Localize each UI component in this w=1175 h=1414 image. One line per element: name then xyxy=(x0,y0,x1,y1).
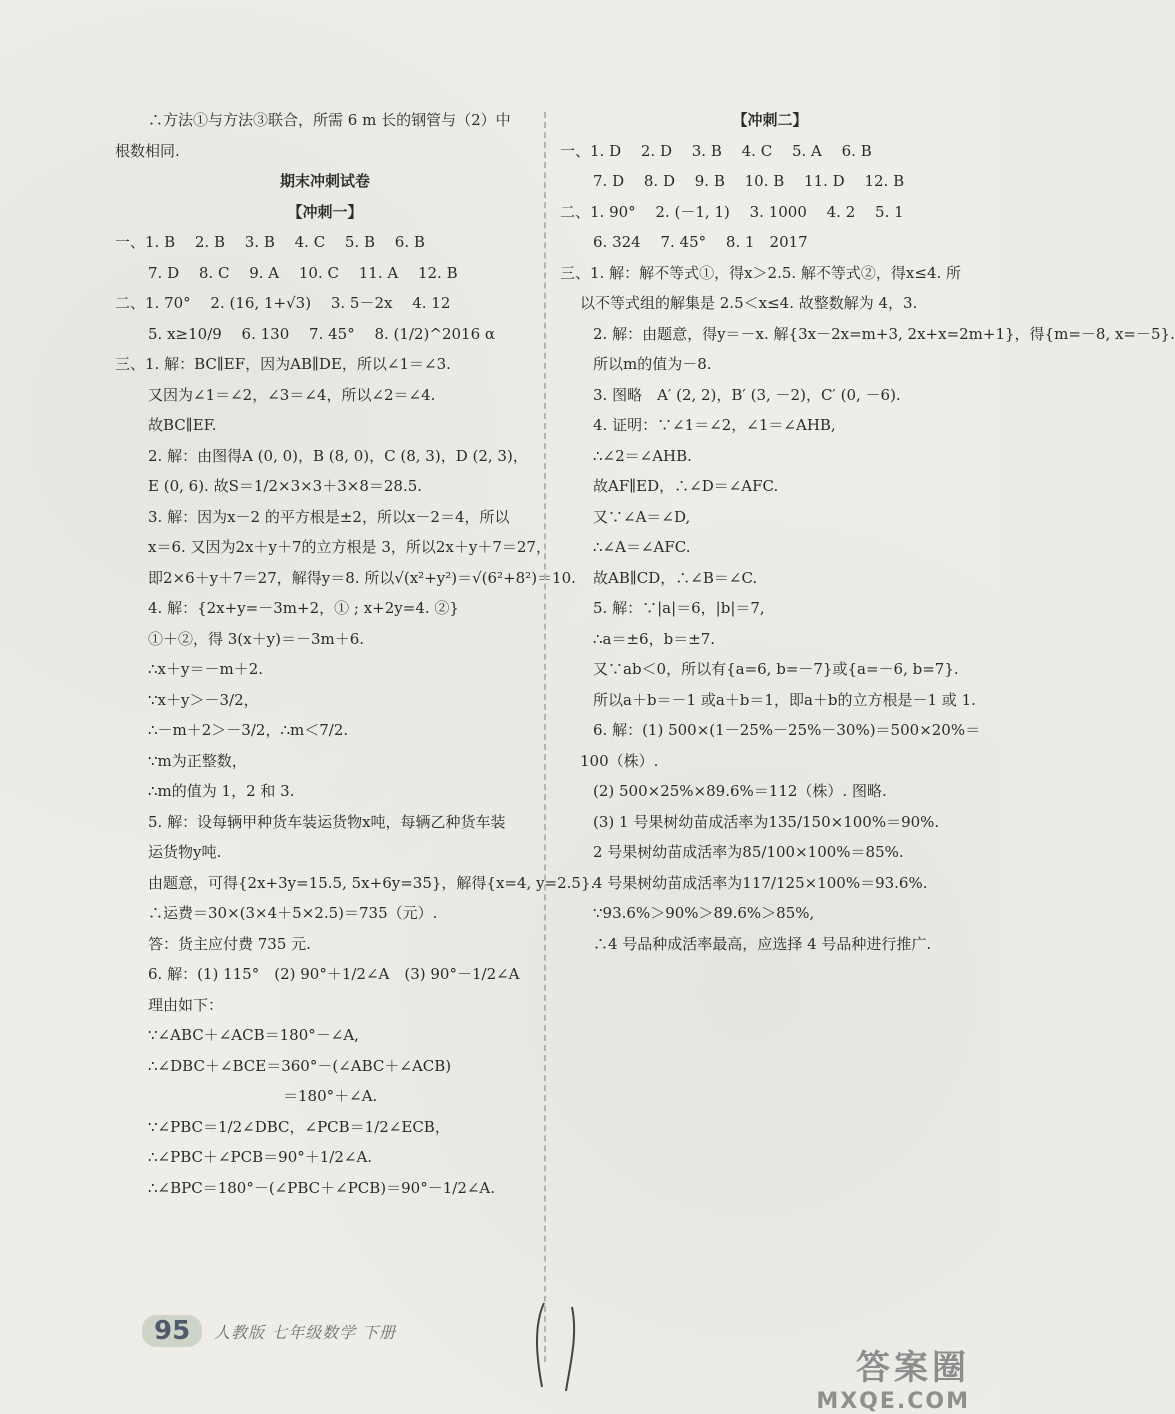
book-info: 人教版 七年级数学 下册 xyxy=(214,1323,397,1342)
solution-line: ∴运费＝30×(3×4＋5×2.5)＝735（元）. xyxy=(148,904,438,922)
page-number: 95 xyxy=(142,1315,202,1347)
section-title: 期末冲刺试卷 xyxy=(279,172,370,190)
sub-section-title: 【冲刺二】 xyxy=(732,111,808,129)
solution-line: 答：货主应付费 735 元. xyxy=(148,934,311,953)
solution-line: 所以a＋b＝－1 或a＋b＝1，即a＋b的立方根是－1 或 1. xyxy=(593,690,976,709)
left-column xyxy=(115,105,596,1203)
solution-line: 4 号果树幼苗成活率为117/125×100%＝93.6%. xyxy=(593,873,928,892)
solution-line: ∴－m＋2＞－3/2，∴m＜7/2. xyxy=(148,721,349,739)
answer-line: 二、1. 90° 2. (－1, 1) 3. 1000 4. 2 5. 1 xyxy=(560,202,904,221)
watermark xyxy=(816,1340,970,1414)
watermark-logo: 答案圈 xyxy=(856,1348,970,1388)
column-divider xyxy=(544,112,546,1362)
solution-line: 又∵ab＜0，所以有{a=6, b=－7}或{a=－6, b=7}. xyxy=(593,660,959,678)
solution-line: ＝180°＋∠A. xyxy=(283,1087,378,1105)
solution-line: 理由如下： xyxy=(148,995,224,1014)
solution-line: E (0, 6). 故S＝1/2×3×3＋3×8＝28.5. xyxy=(148,477,423,495)
solution-line: 即2×6＋y＋7＝27，解得y＝8. 所以√(x²+y²)＝√(6²+8²)＝10. xyxy=(148,568,576,587)
sub-section-title: 【冲刺一】 xyxy=(287,202,363,221)
solution-line: 6. 解：(1) 500×(1－25%－25%－30%)＝500×20%＝ xyxy=(593,721,981,739)
solution-line: ∵93.6%＞90%＞89.6%＞85%, xyxy=(593,904,815,922)
solution-line: 所以m的值为－8. xyxy=(593,355,712,373)
solution-line: 故AB∥CD，∴∠B＝∠C. xyxy=(593,568,758,587)
solution-line: 2 号果树幼苗成活率为85/100×100%＝85%. xyxy=(593,843,904,861)
solution-line: ∴4 号品种成活率最高，应选择 4 号品种进行推广. xyxy=(593,934,932,953)
right-column xyxy=(560,105,1175,959)
solution-line: 三、1. 解：BC∥EF，因为AB∥DE，所以∠1＝∠3. xyxy=(115,355,451,373)
solution-line: ∴∠BPC＝180°－(∠PBC＋∠PCB)＝90°－1/2∠A. xyxy=(148,1178,496,1197)
solution-line: ∴a＝±6，b＝±7. xyxy=(593,629,716,648)
solution-line: ∴x＋y＝－m＋2. xyxy=(148,660,264,678)
solution-line: ∵∠ABC＋∠ACB＝180°－∠A, xyxy=(148,1026,359,1044)
text-line: 根数相同. xyxy=(115,141,180,160)
solution-line: 5. 解：∵|a|＝6，|b|＝7, xyxy=(593,599,765,617)
solution-line: 3. 解：因为x－2 的平方根是±2，所以x－2＝4，所以 xyxy=(148,507,510,526)
answer-line: 7. D 8. D 9. B 10. B 11. D 12. B xyxy=(593,172,905,190)
solution-line: ∴∠PBC＋∠PCB＝90°＋1/2∠A. xyxy=(148,1148,373,1166)
solution-line: 由题意，可得{2x+3y=15.5, 5x+6y=35}，解得{x=4, y=2.5}. xyxy=(148,873,596,892)
answer-line: 7. D 8. C 9. A 10. C 11. A 12. B xyxy=(148,263,458,282)
solution-line: 2. 解：由题意，得y＝－x. 解{3x－2x=m+3, 2x+x=2m+1}，得{m=－8, x=－5}. xyxy=(593,324,1175,343)
solution-line: 故BC∥EF. xyxy=(148,416,217,434)
solution-line: 又∵∠A＝∠D, xyxy=(593,507,691,526)
solution-line: ①＋②，得 3(x＋y)＝－3m＋6. xyxy=(148,629,365,648)
pen-scribble xyxy=(530,1295,590,1395)
solution-line: 4. 证明：∵∠1＝∠2，∠1＝∠AHB, xyxy=(593,416,836,434)
solution-line: (2) 500×25%×89.6%＝112（株）. 图略. xyxy=(593,782,887,800)
solution-line: ∵m为正整数， xyxy=(148,751,247,770)
solution-line: ∵∠PBC＝1/2∠DBC，∠PCB＝1/2∠ECB， xyxy=(148,1117,450,1136)
solution-line: ∴∠DBC＋∠BCE＝360°－(∠ABC＋∠ACB) xyxy=(148,1056,452,1075)
text-line: ∴方法①与方法③联合，所需 6 m 长的钢管与（2）中 xyxy=(148,111,511,129)
solution-line: 运货物y吨. xyxy=(148,843,222,861)
solution-line: 2. 解：由图得A (0, 0)，B (8, 0)，C (8, 3)，D (2, 3)， xyxy=(148,446,528,465)
solution-line: 以不等式组的解集是 2.5＜x≤4. 故整数解为 4，3. xyxy=(580,294,918,312)
answer-line: 一、1. D 2. D 3. B 4. C 5. A 6. B xyxy=(560,141,872,160)
solution-line: (3) 1 号果树幼苗成活率为135/150×100%＝90%. xyxy=(593,812,940,831)
solution-line: 故AF∥ED，∴∠D＝∠AFC. xyxy=(593,477,779,495)
solution-line: x＝6. 又因为2x＋y＋7的立方根是 3，所以2x＋y＋7＝27， xyxy=(148,538,551,556)
solution-line: ∴∠2＝∠AHB. xyxy=(593,446,692,465)
solution-line: 100（株）. xyxy=(580,751,659,770)
solution-line: 又因为∠1＝∠2，∠3＝∠4，所以∠2＝∠4. xyxy=(148,385,436,404)
solution-line: 三、1. 解：解不等式①，得x＞2.5. 解不等式②，得x≤4. 所 xyxy=(560,263,962,282)
watermark-url: MXQE.COM xyxy=(816,1389,970,1414)
solution-line: ∴∠A＝∠AFC. xyxy=(593,538,691,556)
answer-line: 5. x≥10/9 6. 130 7. 45° 8. (1/2)^2016 α xyxy=(148,324,496,343)
answer-line: 一、1. B 2. B 3. B 4. C 5. B 6. B xyxy=(115,233,425,251)
solution-line: 3. 图略 A′ (2, 2)，B′ (3, －2)，C′ (0, －6). xyxy=(593,385,901,404)
solution-line: 5. 解：设每辆甲种货车装运货物x吨，每辆乙种货车装 xyxy=(148,812,506,831)
solution-line: 6. 解：(1) 115° (2) 90°＋1/2∠A (3) 90°－1/2∠A xyxy=(148,965,520,983)
answer-line: 6. 324 7. 45° 8. 1 2017 xyxy=(593,233,808,251)
solution-line: ∵x＋y＞－3/2， xyxy=(148,690,259,709)
solution-line: ∴m的值为 1，2 和 3. xyxy=(148,782,295,800)
answer-line: 二、1. 70° 2. (16, 1+√3) 3. 5－2x 4. 12 xyxy=(115,294,451,312)
solution-line: 4. 解：{2x+y=－3m+2，① ; x+2y=4. ②} xyxy=(148,599,459,617)
